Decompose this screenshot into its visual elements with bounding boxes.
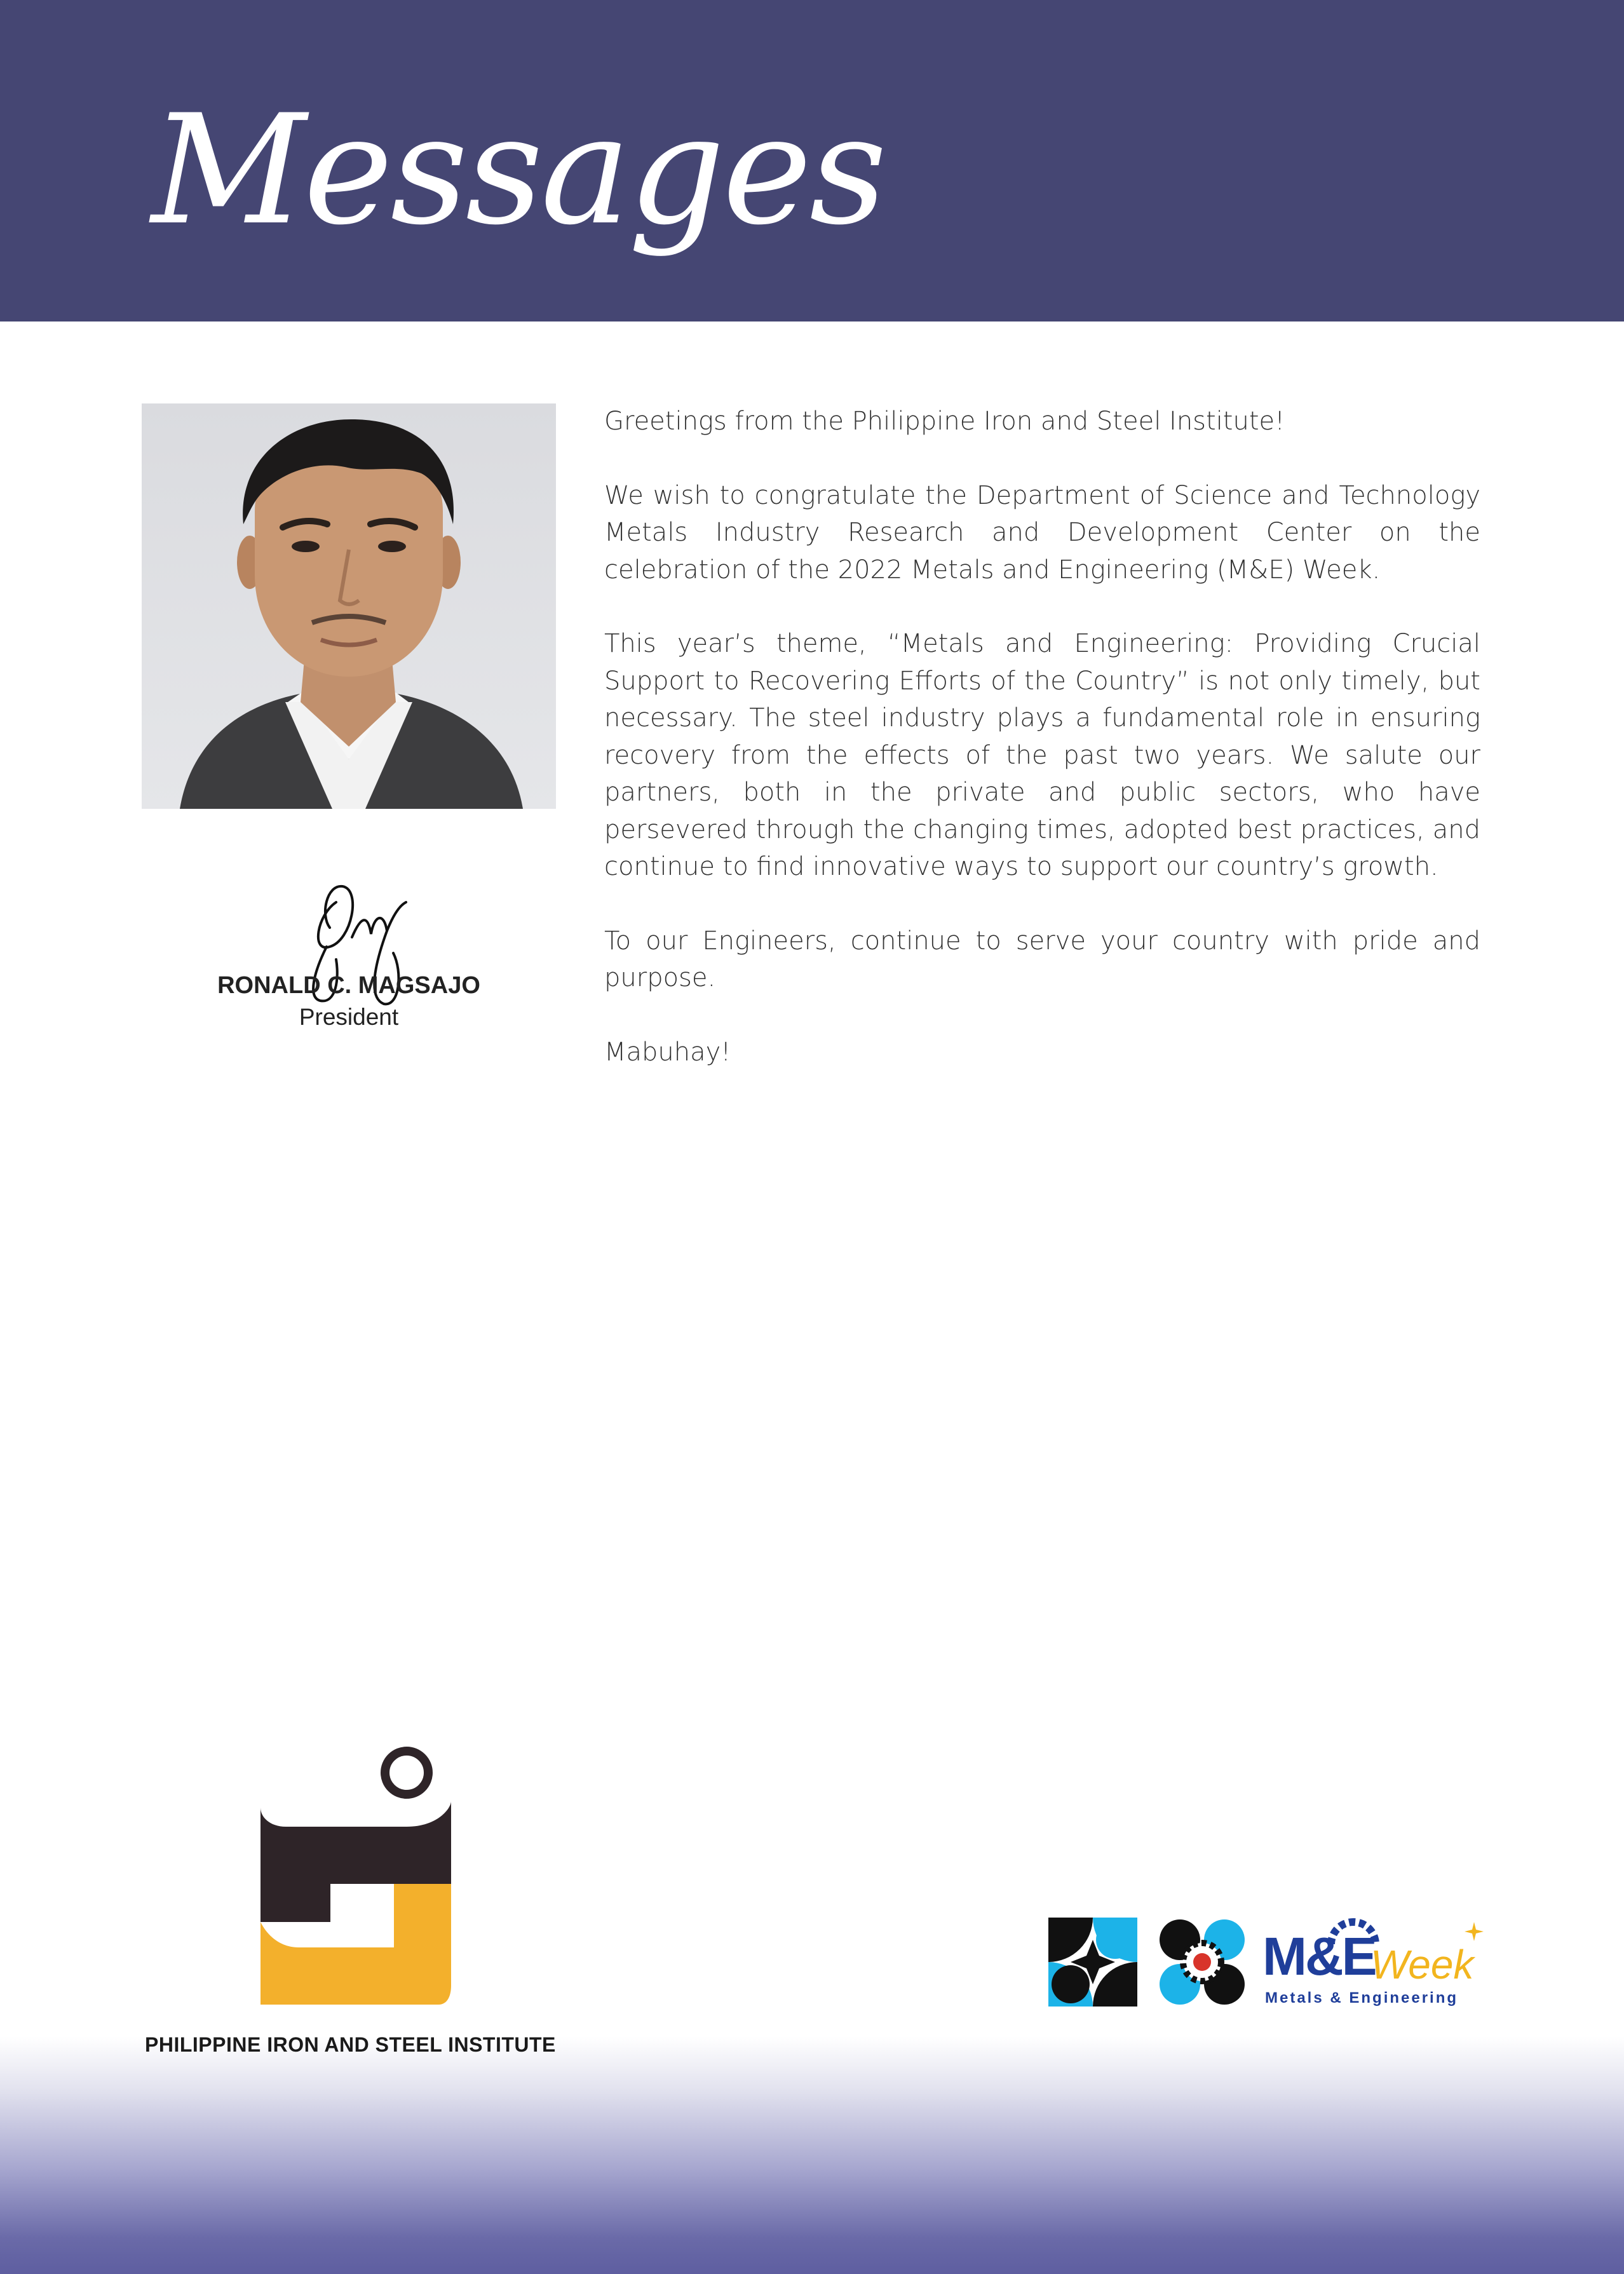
message-paragraph: To our Engineers, continue to serve your country with pride and purpose. (604, 926, 1480, 992)
header-banner (0, 0, 1624, 321)
message-paragraph: We wish to congratulate the Department of Science and Technology Metals Industry Research and Development Center on the celebration of the 2022 Metals and Engineering (M&E) Week. (604, 480, 1480, 585)
signatory-position: President (299, 1004, 399, 1030)
gear-icon (1325, 1909, 1382, 1947)
signature-block (142, 877, 556, 1042)
message-body (604, 403, 1480, 1107)
me-week-tagline: Metals & Engineering (1265, 1989, 1459, 2007)
portrait-illustration (142, 403, 556, 809)
me-week-word: Week (1370, 1942, 1474, 1987)
me-week-brand: M&E (1262, 1926, 1376, 1986)
signatory-name: RONALD C. MAGSAJO (217, 972, 480, 999)
message-paragraph: Greetings from the Philippine Iron and Steel Institute! (604, 407, 1285, 436)
partner-logos (1045, 1909, 1484, 2011)
organization-name: PHILIPPINE IRON AND STEEL INSTITUTE (145, 2033, 556, 2056)
message-paragraph: Mabuhay! (604, 1037, 731, 1067)
dost-mirdc-logo-icon (1154, 1914, 1250, 2010)
message-paragraph: This year’s theme, “Metals and Engineering: Providing Crucial Support to Recovering Efforts of the Country” is not only timely, but necessary. The steel industry plays a fundamental role in ensuring recovery from the effects of the past two years. We salute our partners, both in the private and public sectors, who have persevered through the changing times, adopted best practices, and continue to find innovative ways to support our country’s growth. (604, 629, 1480, 881)
pisi-logo-icon (248, 1738, 464, 2005)
spark-icon (1465, 1922, 1484, 1941)
dost-logo-icon (1045, 1914, 1140, 2010)
footer-gradient (0, 2036, 1624, 2274)
portrait-photo (142, 403, 556, 809)
page-title: Messages (151, 83, 885, 259)
